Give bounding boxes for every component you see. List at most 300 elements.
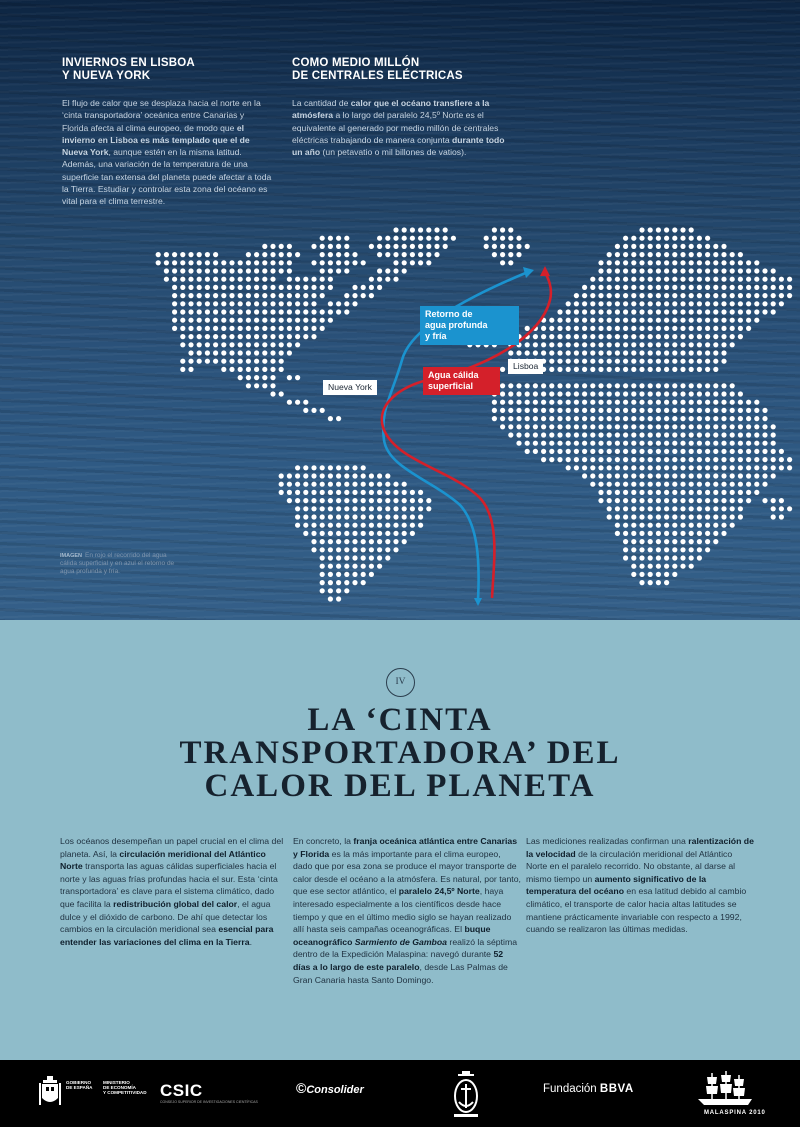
land-dot (344, 473, 349, 478)
land-dot (680, 482, 685, 487)
land-dot (238, 268, 243, 273)
land-dot (393, 514, 398, 519)
land-dot (205, 334, 210, 339)
land-dot (721, 260, 726, 265)
land-dot (221, 326, 226, 331)
land-dot (771, 506, 776, 511)
land-dot (672, 227, 677, 232)
land-dots (156, 227, 793, 601)
land-dot (213, 326, 218, 331)
land-dot (672, 416, 677, 421)
land-dot (656, 490, 661, 495)
land-dot (590, 449, 595, 454)
land-dot (320, 588, 325, 593)
land-dot (311, 285, 316, 290)
land-dot (336, 490, 341, 495)
land-dot (607, 400, 612, 405)
land-dot (779, 457, 784, 462)
land-dot (180, 318, 185, 323)
land-dot (434, 236, 439, 241)
land-dot (771, 465, 776, 470)
land-dot (689, 490, 694, 495)
land-dot (549, 326, 554, 331)
land-dot (418, 244, 423, 249)
body-text: (un petavatio o mil billones de vatios). (320, 147, 467, 158)
land-dot (172, 277, 177, 282)
land-dot (615, 309, 620, 314)
land-dot (623, 555, 628, 560)
land-dot (541, 457, 546, 462)
land-dot (279, 318, 284, 323)
land-dot (336, 465, 341, 470)
land-dot (533, 441, 538, 446)
land-dot (615, 531, 620, 536)
land-dot (639, 268, 644, 273)
land-dot (672, 277, 677, 282)
land-dot (557, 400, 562, 405)
land-dot (328, 555, 333, 560)
land-dot (270, 293, 275, 298)
land-dot (738, 457, 743, 462)
land-dot (205, 326, 210, 331)
land-dot (508, 260, 513, 265)
land-dot (664, 359, 669, 364)
land-dot (328, 572, 333, 577)
land-dot (451, 236, 456, 241)
land-dot (689, 449, 694, 454)
land-dot (533, 350, 538, 355)
land-dot (738, 301, 743, 306)
land-dot (352, 252, 357, 257)
land-dot (680, 531, 685, 536)
land-dot (205, 293, 210, 298)
chapter-number-badge: IV (386, 668, 415, 697)
land-dot (197, 309, 202, 314)
land-dot (295, 482, 300, 487)
land-dot (705, 359, 710, 364)
land-dot (746, 309, 751, 314)
land-dot (623, 473, 628, 478)
land-dot (787, 465, 792, 470)
land-dot (705, 432, 710, 437)
land-dot (303, 285, 308, 290)
land-dot (590, 342, 595, 347)
land-dot (713, 342, 718, 347)
land-dot (721, 293, 726, 298)
land-dot (566, 334, 571, 339)
land-dot (213, 334, 218, 339)
land-dot (754, 465, 759, 470)
land-dot (262, 244, 267, 249)
land-dot (279, 301, 284, 306)
land-dot (328, 490, 333, 495)
land-dot (533, 408, 538, 413)
land-dot (607, 359, 612, 364)
land-dot (295, 326, 300, 331)
land-dot (623, 449, 628, 454)
land-dot (303, 473, 308, 478)
land-dot (361, 465, 366, 470)
land-dot (361, 260, 366, 265)
section-winters-title (62, 57, 272, 83)
land-dot (648, 514, 653, 519)
land-dot (648, 441, 653, 446)
land-dot (164, 268, 169, 273)
land-dot (205, 342, 210, 347)
land-dot (623, 391, 628, 396)
land-dot (221, 318, 226, 323)
land-dot (623, 531, 628, 536)
land-dot (656, 564, 661, 569)
land-dot (730, 326, 735, 331)
emphasis-text: franja oceánica atlántica entre Canarias y Florida (293, 836, 518, 859)
land-dot (566, 424, 571, 429)
land-dot (328, 416, 333, 421)
land-dot (730, 465, 735, 470)
land-dot (369, 539, 374, 544)
land-dot (336, 523, 341, 528)
land-dot (287, 482, 292, 487)
land-dot (697, 424, 702, 429)
land-dot (352, 301, 357, 306)
land-dot (738, 309, 743, 314)
land-dot (648, 285, 653, 290)
land-dot (295, 277, 300, 282)
land-dot (697, 244, 702, 249)
land-dot (705, 457, 710, 462)
land-dot (746, 400, 751, 405)
land-dot (344, 523, 349, 528)
land-dot (320, 260, 325, 265)
land-dot (549, 359, 554, 364)
land-dot (754, 473, 759, 478)
land-dot (738, 449, 743, 454)
land-dot (623, 326, 628, 331)
land-dot (648, 523, 653, 528)
land-dot (713, 391, 718, 396)
land-dot (352, 293, 357, 298)
land-dot (713, 514, 718, 519)
land-dot (344, 564, 349, 569)
land-dot (369, 555, 374, 560)
land-dot (574, 301, 579, 306)
land-dot (738, 416, 743, 421)
land-dot (730, 301, 735, 306)
land-dot (598, 285, 603, 290)
land-dot (516, 441, 521, 446)
land-dot (598, 416, 603, 421)
land-dot (533, 342, 538, 347)
land-dot (566, 457, 571, 462)
land-dot (639, 482, 644, 487)
land-dot (689, 506, 694, 511)
land-dot (229, 301, 234, 306)
land-dot (754, 449, 759, 454)
land-dot (295, 498, 300, 503)
land-dot (418, 506, 423, 511)
land-dot (213, 309, 218, 314)
land-dot (680, 564, 685, 569)
land-dot (680, 400, 685, 405)
land-dot (344, 236, 349, 241)
land-dot (664, 326, 669, 331)
land-dot (738, 391, 743, 396)
land-dot (680, 342, 685, 347)
land-dot (705, 465, 710, 470)
land-dot (574, 416, 579, 421)
land-dot (721, 391, 726, 396)
land-dot (336, 514, 341, 519)
land-dot (270, 309, 275, 314)
land-dot (197, 252, 202, 257)
land-dot (697, 457, 702, 462)
land-dot (738, 408, 743, 413)
land-dot (738, 473, 743, 478)
land-dot (623, 383, 628, 388)
land-dot (246, 309, 251, 314)
land-dot (598, 334, 603, 339)
land-dot (721, 482, 726, 487)
land-dot (574, 408, 579, 413)
land-dot (607, 252, 612, 257)
land-dot (426, 506, 431, 511)
land-dot (303, 482, 308, 487)
land-dot (566, 383, 571, 388)
land-dot (639, 326, 644, 331)
land-dot (213, 293, 218, 298)
land-dot (680, 449, 685, 454)
land-dot (426, 227, 431, 232)
land-dot (254, 342, 259, 347)
land-dot (697, 236, 702, 241)
land-dot (320, 408, 325, 413)
land-dot (197, 301, 202, 306)
land-dot (262, 260, 267, 265)
section-winters-body (62, 97, 272, 208)
land-dot (344, 547, 349, 552)
land-dot (615, 432, 620, 437)
land-dot (246, 334, 251, 339)
land-dot (238, 309, 243, 314)
land-dot (754, 318, 759, 323)
emphasis-text: calor que el océano transfiere a la atmósfera (292, 98, 490, 121)
land-dot (229, 326, 234, 331)
land-dot (377, 482, 382, 487)
land-dot (680, 432, 685, 437)
body-text: En concreto, la (293, 836, 354, 846)
land-dot (689, 391, 694, 396)
land-dot (533, 449, 538, 454)
land-dot (549, 342, 554, 347)
land-dot (713, 482, 718, 487)
land-dot (344, 555, 349, 560)
label-line: superficial (428, 381, 474, 391)
land-dot (713, 301, 718, 306)
land-dot (336, 588, 341, 593)
land-dot (754, 260, 759, 265)
land-dot (369, 498, 374, 503)
land-dot (361, 539, 366, 544)
land-dot (705, 416, 710, 421)
land-dot (328, 260, 333, 265)
land-dot (615, 285, 620, 290)
land-dot (705, 293, 710, 298)
body-text: La cantidad de (292, 98, 351, 108)
land-dot (328, 523, 333, 528)
land-dot (377, 244, 382, 249)
land-dot (377, 268, 382, 273)
land-dot (648, 391, 653, 396)
land-dot (320, 277, 325, 282)
land-dot (623, 342, 628, 347)
land-dot (713, 244, 718, 249)
land-dot (631, 523, 636, 528)
land-dot (689, 293, 694, 298)
land-dot (361, 514, 366, 519)
land-dot (238, 318, 243, 323)
land-dot (656, 350, 661, 355)
land-dot (279, 367, 284, 372)
land-dot (311, 490, 316, 495)
land-dot (754, 416, 759, 421)
land-dot (787, 285, 792, 290)
emphasis-text: ralentización de la velocidad (526, 836, 754, 859)
land-dot (402, 490, 407, 495)
body-text: transporta las aguas cálidas superficiales hacia el norte y las aguas frías profundas hacia el sur. Esta ‘cinta transportadora’ es clave para el sistema climático, dado que facilita la (60, 861, 278, 909)
land-dot (516, 244, 521, 249)
land-dot (664, 457, 669, 462)
land-dot (721, 424, 726, 429)
land-dot (713, 424, 718, 429)
land-dot (352, 514, 357, 519)
land-dot (730, 268, 735, 273)
land-dot (385, 547, 390, 552)
land-dot (656, 309, 661, 314)
emphasis-text: buque oceanográfico (293, 924, 491, 947)
land-dot (771, 441, 776, 446)
land-dot (328, 596, 333, 601)
land-dot (697, 555, 702, 560)
land-dot (303, 293, 308, 298)
land-dot (705, 383, 710, 388)
land-dot (615, 342, 620, 347)
land-dot (746, 449, 751, 454)
land-dot (705, 244, 710, 249)
land-dot (254, 318, 259, 323)
body-column-3 (526, 835, 754, 936)
land-dot (697, 441, 702, 446)
land-dot (680, 441, 685, 446)
land-dot (730, 490, 735, 495)
land-dot (689, 531, 694, 536)
land-dot (508, 252, 513, 257)
land-dot (500, 400, 505, 405)
land-dot (402, 252, 407, 257)
land-dot (598, 260, 603, 265)
sponsor-footer (0, 1060, 800, 1127)
land-dot (615, 482, 620, 487)
land-dot (648, 539, 653, 544)
land-dot (631, 236, 636, 241)
land-dot (771, 473, 776, 478)
land-dot (344, 572, 349, 577)
land-dot (656, 359, 661, 364)
land-dot (713, 350, 718, 355)
land-dot (697, 539, 702, 544)
land-dot (631, 506, 636, 511)
land-dot (557, 432, 562, 437)
land-dot (270, 244, 275, 249)
land-dot (172, 293, 177, 298)
land-dot (697, 350, 702, 355)
land-dot (320, 252, 325, 257)
land-dot (664, 547, 669, 552)
land-dot (730, 342, 735, 347)
land-dot (188, 309, 193, 314)
land-dot (721, 441, 726, 446)
land-dot (361, 580, 366, 585)
land-dot (615, 334, 620, 339)
land-dot (352, 465, 357, 470)
land-dot (697, 260, 702, 265)
land-dot (172, 326, 177, 331)
land-dot (590, 400, 595, 405)
land-dot (771, 301, 776, 306)
land-dot (525, 350, 530, 355)
land-dot (320, 555, 325, 560)
land-dot (689, 514, 694, 519)
land-dot (721, 309, 726, 314)
land-dot (246, 268, 251, 273)
land-dot (516, 400, 521, 405)
section-power-plants-title-line: COMO MEDIO MILLÓN (292, 57, 420, 69)
land-dot (311, 309, 316, 314)
land-dot (311, 465, 316, 470)
land-dot (246, 359, 251, 364)
land-dot (680, 506, 685, 511)
land-dot (213, 285, 218, 290)
land-dot (672, 572, 677, 577)
land-dot (656, 473, 661, 478)
land-dot (582, 293, 587, 298)
land-dot (639, 309, 644, 314)
land-dot (188, 334, 193, 339)
land-dot (262, 359, 267, 364)
land-dot (541, 383, 546, 388)
land-dot (541, 334, 546, 339)
land-dot (361, 490, 366, 495)
land-dot (705, 408, 710, 413)
land-dot (615, 416, 620, 421)
land-dot (279, 342, 284, 347)
body-text: El flujo de calor que se desplaza hacia el norte en la ‘cinta transportadora’ oceánica entre Canarias y Florida afecta al clima europeo, de modo que (62, 98, 261, 133)
land-dot (500, 236, 505, 241)
land-dot (689, 227, 694, 232)
land-dot (590, 318, 595, 323)
land-dot (516, 391, 521, 396)
land-dot (262, 375, 267, 380)
land-dot (639, 572, 644, 577)
land-dot (344, 531, 349, 536)
land-dot (689, 236, 694, 241)
emphasis-text: Sarmiento de Gamboa (354, 936, 448, 947)
land-dot (672, 293, 677, 298)
land-dot (656, 383, 661, 388)
land-dot (639, 350, 644, 355)
land-dot (631, 482, 636, 487)
land-dot (582, 285, 587, 290)
land-dot (771, 432, 776, 437)
